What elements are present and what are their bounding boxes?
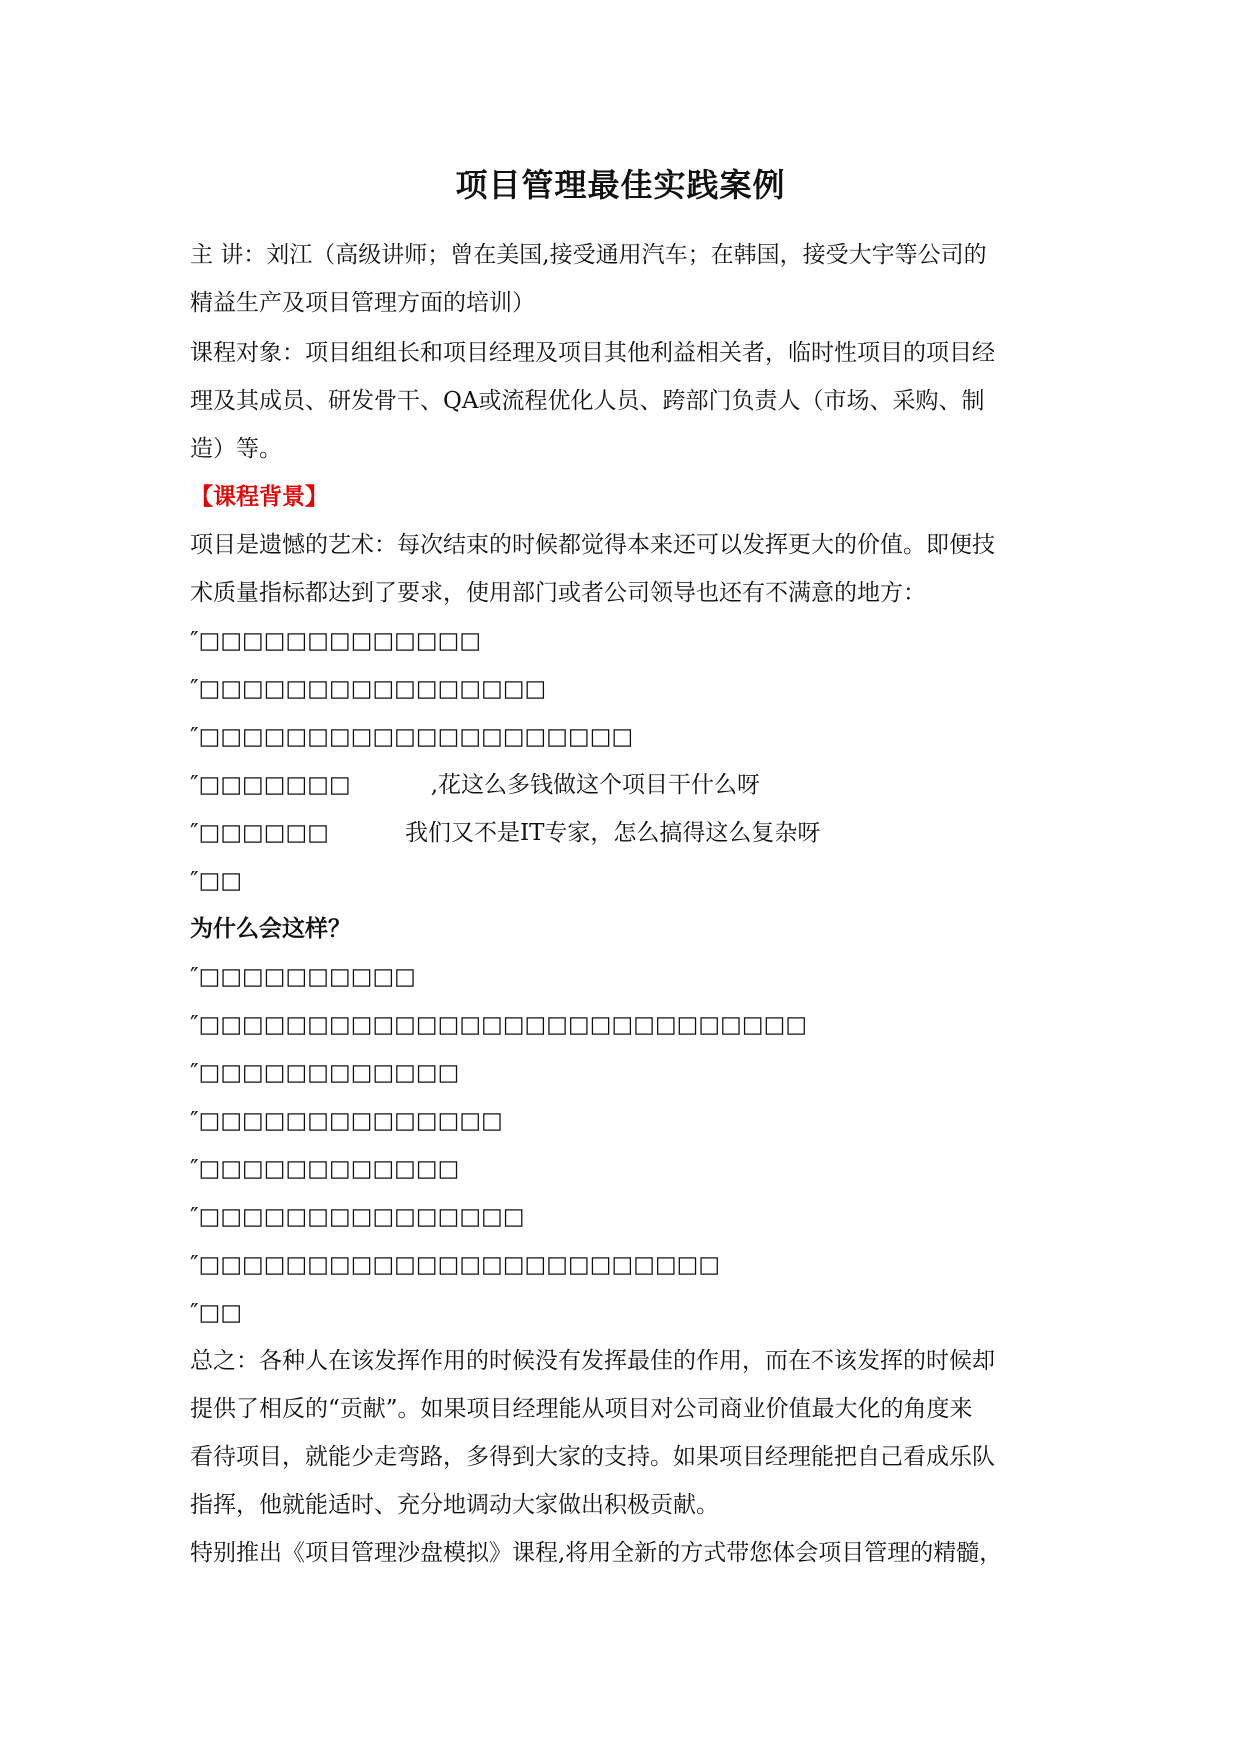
missing-glyphs: □□□□□□□□□□□□ <box>198 1156 460 1182</box>
missing-glyphs: □□□□□□□□□□□□ <box>198 1060 460 1086</box>
summary-line-1: 总之：各种人在该发挥作用的时候没有发挥最佳的作用，而在不该发挥的时候却 <box>190 1348 995 1374</box>
complaint-item <box>190 818 1070 848</box>
bullet-mark: ″ <box>190 1300 199 1326</box>
section-heading-background: 【课程背景】 <box>190 484 328 510</box>
complaint-item <box>190 674 1070 704</box>
bullet-mark: ″ <box>190 1060 199 1086</box>
missing-glyphs: □□□□□□□□□□□□□□□□□□□□ <box>198 724 634 750</box>
complaint-item <box>190 866 1070 896</box>
background-line-1: 项目是遗憾的艺术：每次结束的时候都觉得本来还可以发挥更大的价值。即便技 <box>190 532 995 558</box>
missing-glyphs: □□□□□□□□□□□□□ <box>198 628 482 654</box>
bullet-mark: ″ <box>190 1012 199 1038</box>
bullet-mark: ″ <box>190 676 199 702</box>
missing-glyphs: □□□□□□□□□□ <box>198 964 416 990</box>
missing-glyphs: □□□□□□□□□□□□□□□□ <box>198 676 547 702</box>
complaint-text: ,花这么多钱做这个项目干什么呀 <box>430 772 761 798</box>
complaint-item <box>190 770 1070 800</box>
document-title: 项目管理最佳实践案例 <box>455 166 786 204</box>
reason-item <box>190 1250 1070 1280</box>
missing-glyphs: □□ <box>198 868 243 894</box>
bullet-mark: ″ <box>190 820 199 846</box>
complaint-item <box>190 626 1070 656</box>
reason-item <box>190 1058 1070 1088</box>
reason-item <box>190 1010 1070 1040</box>
complaint-item <box>190 722 1070 752</box>
bullet-mark: ″ <box>190 964 199 990</box>
reason-item <box>190 1298 1070 1328</box>
bullet-mark: ″ <box>190 1204 199 1230</box>
audience-line-1: 课程对象：项目组组长和项目经理及项目其他利益相关者，临时性项目的项目经 <box>190 340 995 366</box>
audience-line-2: 理及其成员、研发骨干、QA或流程优化人员、跨部门负责人（市场、采购、制 <box>190 388 985 414</box>
lecturer-line-2: 精益生产及项目管理方面的培训） <box>190 290 535 316</box>
missing-glyphs: □□ <box>198 1300 243 1326</box>
bullet-mark: ″ <box>190 724 199 750</box>
reason-item <box>190 1106 1070 1136</box>
bullet-mark: ″ <box>190 1108 199 1134</box>
background-line-2: 术质量指标都达到了要求，使用部门或者公司领导也还有不满意的地方： <box>190 580 926 606</box>
reason-item <box>190 1154 1070 1184</box>
bullet-mark: ″ <box>190 628 199 654</box>
missing-glyphs: □□□□□□□□□□□□□□□□□□□□□□□□□□□□ <box>198 1012 808 1038</box>
lecturer-line-1: 主 讲：刘江（高级讲师；曾在美国,接受通用汽车；在韩国，接受大宇等公司的 <box>190 242 987 268</box>
summary-line-4: 指挥，他就能适时、充分地调动大家做出积极贡献。 <box>190 1492 719 1518</box>
summary-line-3: 看待项目，就能少走弯路，多得到大家的支持。如果项目经理能把自己看成乐队 <box>190 1444 995 1470</box>
bullet-mark: ″ <box>190 1252 199 1278</box>
bullet-mark: ″ <box>190 868 199 894</box>
missing-glyphs: □□□□□□ <box>198 820 329 846</box>
reason-item <box>190 962 1070 992</box>
why-heading: 为什么会这样？ <box>190 916 351 942</box>
missing-glyphs: □□□□□□□□□□□□□□□ <box>198 1204 525 1230</box>
bullet-mark: ″ <box>190 772 199 798</box>
audience-line-3: 造）等。 <box>190 436 282 462</box>
bullet-mark: ″ <box>190 1156 199 1182</box>
missing-glyphs: □□□□□□□□□□□□□□□□□□□□□□□□ <box>198 1252 721 1278</box>
reason-item <box>190 1202 1070 1232</box>
missing-glyphs: □□□□□□□□□□□□□□ <box>198 1108 503 1134</box>
promo-line-1: 特别推出《项目管理沙盘模拟》课程,将用全新的方式带您体会项目管理的精髓， <box>190 1540 1003 1566</box>
missing-glyphs: □□□□□□□ <box>198 772 351 798</box>
summary-line-2: 提供了相反的“贡献”。如果项目经理能从项目对公司商业价值最大化的角度来 <box>190 1396 973 1422</box>
complaint-text: 我们又不是IT专家，怎么搞得这么复杂呀 <box>404 820 821 846</box>
